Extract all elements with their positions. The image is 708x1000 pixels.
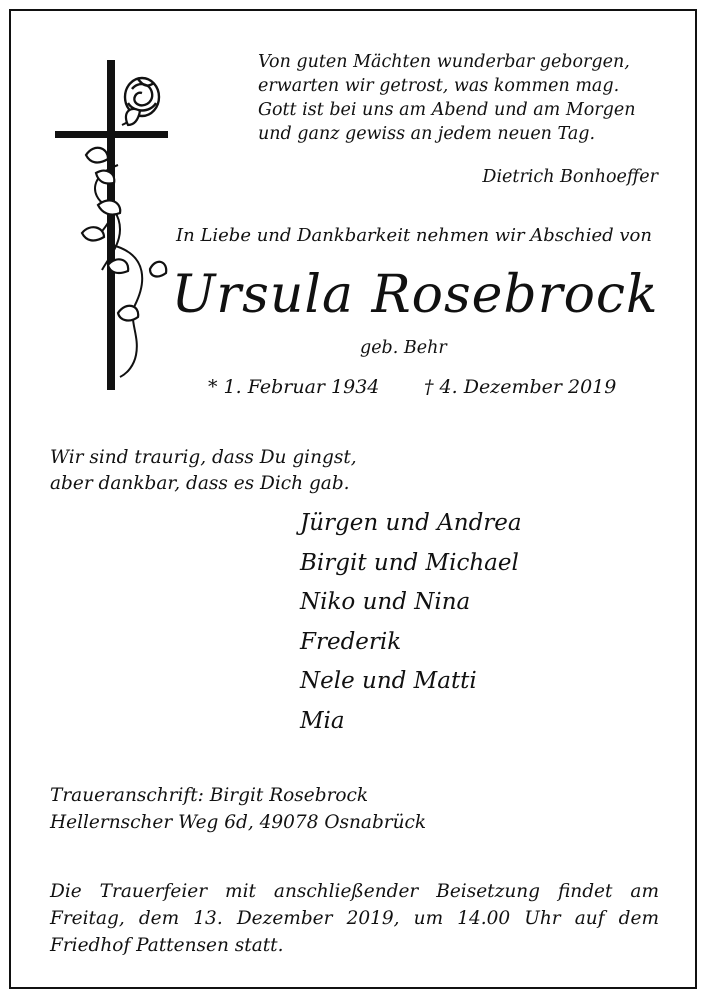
quote-line: Wir sind traurig, dass Du gingst, xyxy=(50,447,357,468)
maiden-name: geb. Behr xyxy=(360,338,447,358)
poem-author: Dietrich Bonhoeffer xyxy=(482,167,658,187)
cross-with-rose-icon xyxy=(50,55,175,395)
death-date: † 4. Dezember 2019 xyxy=(424,376,617,398)
mourner-entry: Niko und Nina xyxy=(300,589,471,615)
mourners-list xyxy=(300,504,680,741)
poem-line: erwarten wir getrost, was kommen mag. xyxy=(258,76,620,96)
mourning-quote xyxy=(50,445,450,497)
farewell-intro: In Liebe und Dankbarkeit nehmen wir Abschied von xyxy=(176,225,652,246)
mourner-entry: Mia xyxy=(300,707,345,734)
poem-line: Gott ist bei uns am Abend und am Morgen xyxy=(258,100,636,120)
quote-line: aber dankbar, dass es Dich gab. xyxy=(50,473,350,494)
mourner-entry: Nele und Matti xyxy=(300,668,477,694)
mourner-entry: Frederik xyxy=(300,628,402,655)
mourning-address xyxy=(50,782,550,836)
poem xyxy=(258,50,668,146)
mourner-entry: Jürgen und Andrea xyxy=(300,510,522,536)
birth-date: * 1. Februar 1934 xyxy=(208,376,380,398)
poem-line: Von guten Mächten wunderbar geborgen, xyxy=(258,52,630,72)
address-line: Traueranschrift: Birgit Rosebrock xyxy=(50,785,369,806)
poem-line: und ganz gewiss an jedem neuen Tag. xyxy=(258,124,596,144)
address-line: Hellernscher Weg 6d, 49078 Osnabrück xyxy=(50,812,427,833)
deceased-name: Ursula Rosebrock xyxy=(171,265,659,325)
mourner-entry: Birgit und Michael xyxy=(300,549,519,576)
funeral-notice: Die Trauerfeier mit anschließender Beisetzung findet am Freitag, dem 13. Dezember 2019, um 14.00 Uhr auf dem Friedhof Pattensen statt. xyxy=(50,881,659,956)
